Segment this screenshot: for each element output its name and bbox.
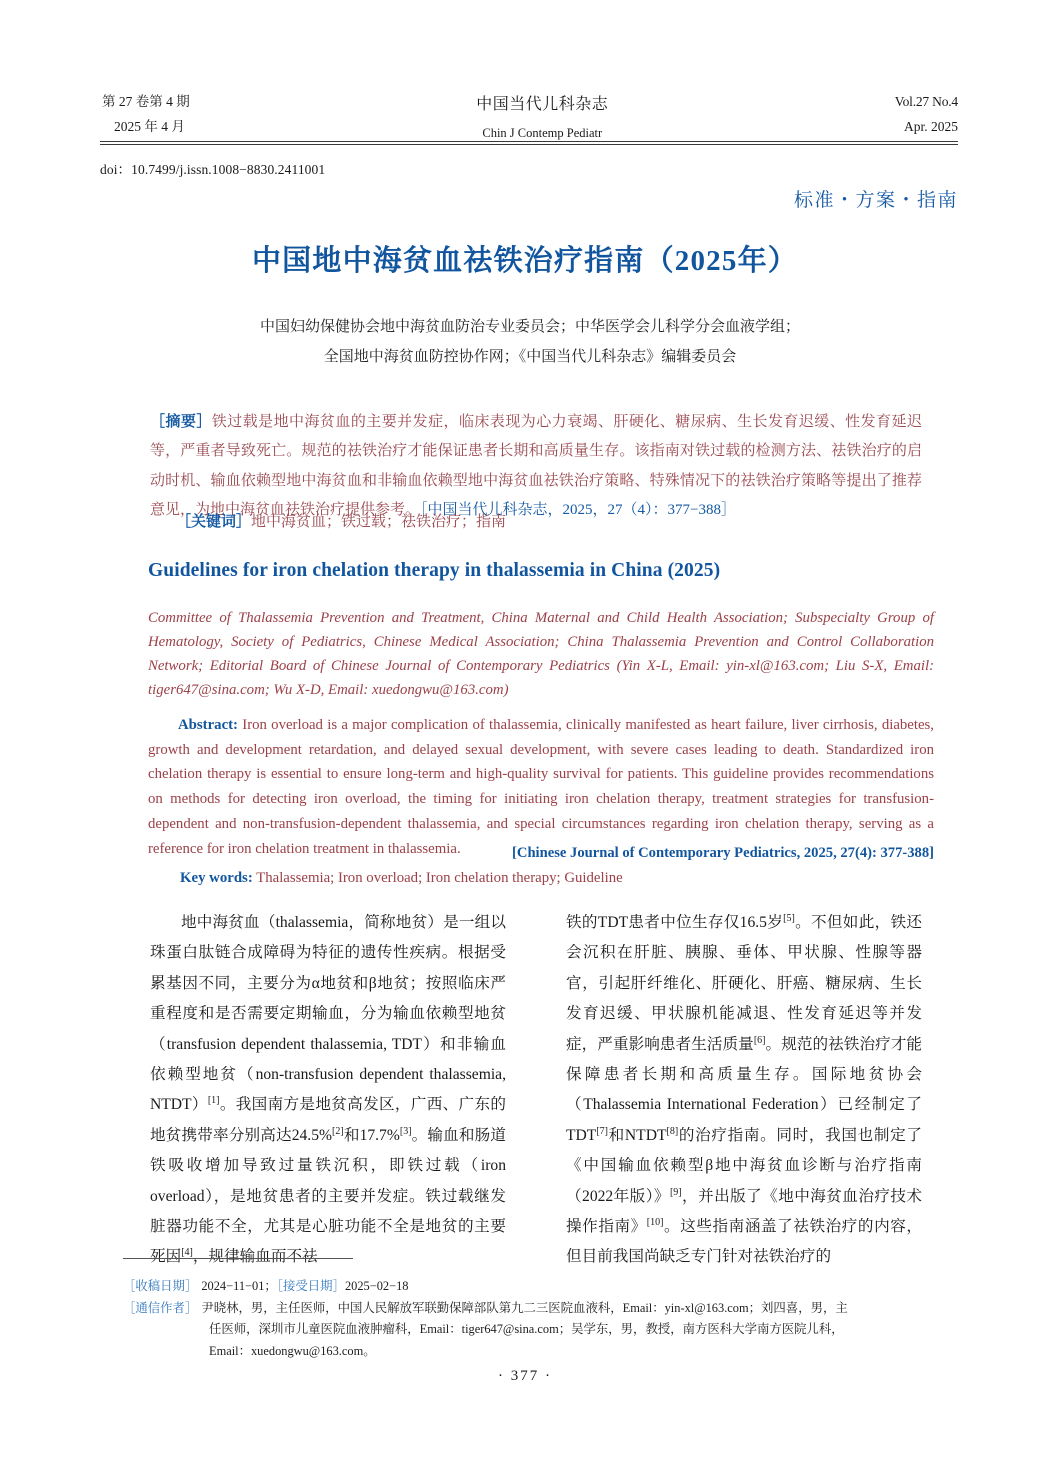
- article-category: 标准・方案・指南: [793, 190, 958, 211]
- footnote-corresponding-row: [123, 1298, 923, 1320]
- journal-name-cn: 中国当代儿科杂志: [476, 96, 609, 113]
- doi-line: doi：10.7499/j.issn.1008−8830.2411001: [100, 162, 326, 177]
- journal-name-en: Chin J Contemp Pediatr: [482, 125, 603, 140]
- running-head: [100, 90, 958, 145]
- volume-issue-en: Vol.27 No.4: [894, 94, 958, 109]
- body-column-right: [566, 908, 922, 1266]
- abstract-en-text: Iron overload is a major complication of thalassemia, clinically manifested as heart failure, liver cirrhosis, diabetes, growth and development retardation, and delayed sexual development, with severe cases leading to death. Standardized iron chelation therapy is essential to ensure long-term and high-quality survival for patients. This guideline provides recommendations on methods for detecting iron overload, the timing for initiating iron chelation therapy, treatment strategies for transfusion-dependent and non-transfusion-dependent thalassemia, and special circumstances regarding iron chelation therapy, serving as a reference for iron chelation treatment in thalassemia.: [148, 717, 934, 857]
- authors-cn-line-2: 全国地中海贫血防控协作网；《中国当代儿科杂志》编辑委员会: [323, 349, 737, 365]
- body-column-left: [150, 908, 507, 1266]
- keywords-cn-label: ［关键词］: [176, 514, 252, 530]
- corresponding-author-line-1: 尹晓林，男，主任医师，中国人民解放军联勤保障部队第九二三医院血液科，Email：yin-xl@163.com；刘四喜，男，主: [201, 1300, 848, 1315]
- body-paragraph-left: 地中海贫血（thalassemia，简称地贫）是一组以珠蛋白肽链合成障碍为特征的遗传性疾病。根据受累基因不同，主要分为α地贫和β地贫；按照临床严重程度和是否需要定期输血，分为输血依赖型地贫（transfusion dependent thalassemia, TDT）和非输血依赖型地贫（non-transfusion dependent thalassemia, NTDT）[1]。我国南方是地贫高发区，广西、广东的地贫携带率分别高达24.5%[2]和17.7%[3]。输血和肠道铁吸收增加导致过量铁沉积，即铁过载（iron overload），是地贫患者的主要并发症。铁过载继发脏器功能不全，尤其是心脏功能不全是地贫的主要死因[4]，规律输血而不祛: [150, 914, 507, 1266]
- keywords-cn-text: 地中海贫血；铁过载；祛铁治疗；指南: [251, 514, 507, 530]
- corresponding-author-line-3: Email：xuedongwu@163.com。: [209, 1344, 376, 1359]
- keywords-en: [148, 870, 934, 887]
- abstract-cn-label: ［摘要］: [150, 414, 212, 430]
- issue-date-en: Apr. 2025: [903, 118, 958, 134]
- volume-issue-cn: 第 27 卷第 4 期: [102, 94, 190, 109]
- authors-cn-line-1: 中国妇幼保健协会地中海贫血防治专业委员会；中华医学会儿科学分会血液学组；: [259, 319, 800, 335]
- abstract-cn-citation: ［中国当代儿科杂志，2025，27（4）：377−388］: [420, 501, 736, 518]
- authors-cn: [140, 312, 920, 372]
- received-accepted-text: [197, 1276, 923, 1298]
- page-title-cn: 中国地中海贫血祛铁治疗指南（2025年）: [251, 245, 798, 277]
- received-date-value: 2024−11−01；: [201, 1279, 277, 1293]
- keywords-en-label: Key words:: [180, 870, 253, 886]
- page-number: · 377 ·: [498, 1368, 552, 1384]
- body-paragraph-right: 铁的TDT患者中位生存仅16.5岁[5]。不但如此，铁还会沉积在肝脏、胰腺、垂体、甲状腺、性腺等器官，引起肝纤维化、肝硬化、肝癌、糖尿病、生长发育迟缓、甲状腺机能减退、性发育延迟等并发症，严重影响患者生活质量[6]。规范的祛铁治疗才能保障患者长期和高质量生存。国际地贫协会（Thalassemia International Federation）已经制定了TDT[7]和NTDT[8]的治疗指南。同时，我国也制定了《中国输血依赖型β地中海贫血诊断与治疗指南（2022年版）》[9]，并出版了《地中海贫血治疗技术操作指南》[10]。这些指南涵盖了祛铁治疗的内容，但目前我国尚缺乏专门针对祛铁治疗的: [566, 912, 922, 1266]
- keywords-en-text: Thalassemia; Iron overload; Iron chelation therapy; Guideline: [256, 870, 623, 886]
- abstract-en-citation: [Chinese Journal of Contemporary Pediatrics, 2025, 27(4): 377-388]: [512, 845, 934, 861]
- corresponding-author-label: ［通信作者］: [123, 1300, 198, 1315]
- authors-en: Committee of Thalassemia Prevention and Treatment, China Maternal and Child Health Association; Subspecialty Group of Hematology, Society of Pediatrics, Chinese Medical Association; China Thalassemia Prevention and Control Collaboration Network; Editorial Board of Chinese Journal of Contemporary Pediatrics (Yin X-L, Email: yin-xl@163.com; Liu S-X, Email: tiger647@sina.com; Wu X-D, Email: xuedongwu@163.com): [148, 610, 934, 698]
- body-columns: [150, 908, 922, 1266]
- running-head-left: [100, 90, 190, 140]
- corresponding-author-line-2: 任医师，深圳市儿童医院血液肿瘤科，Email：tiger647@sina.com；吴学东，男，教授，南方医科大学南方医院儿科，: [209, 1322, 844, 1337]
- abstract-cn-text: 铁过载是地中海贫血的主要并发症，临床表现为心力衰竭、肝硬化、糖尿病、生长发育迟缓、性发育延迟等，严重者导致死亡。规范的祛铁治疗才能保证患者长期和高质量生存。该指南对铁过载的检测方法、祛铁治疗的启动时机、输血依赖型地中海贫血和非输血依赖型地中海贫血祛铁治疗策略、特殊情况下的祛铁治疗策略等提出了推荐意见，为地中海贫血祛铁治疗提供参考。: [150, 414, 922, 518]
- accepted-date-value: 2025−02−18: [344, 1279, 409, 1293]
- header-divider: [100, 141, 958, 145]
- running-head-center: [476, 90, 608, 145]
- issue-date-cn: 2025 年 4 月: [114, 118, 185, 134]
- footnote-dates-row: [123, 1276, 923, 1298]
- abstract-en-label: Abstract:: [178, 717, 238, 733]
- page-title-en: Guidelines for iron chelation therapy in thalassemia in China (2025): [148, 560, 721, 581]
- accepted-date-label: ［接受日期］: [276, 1279, 345, 1293]
- received-date-label: ［收稿日期］: [123, 1279, 198, 1293]
- abstract-en: [148, 713, 934, 861]
- footnote-divider: [123, 1258, 353, 1259]
- running-head-right: [895, 90, 958, 140]
- keywords-cn: [150, 508, 922, 537]
- footnote-block: [123, 1276, 923, 1363]
